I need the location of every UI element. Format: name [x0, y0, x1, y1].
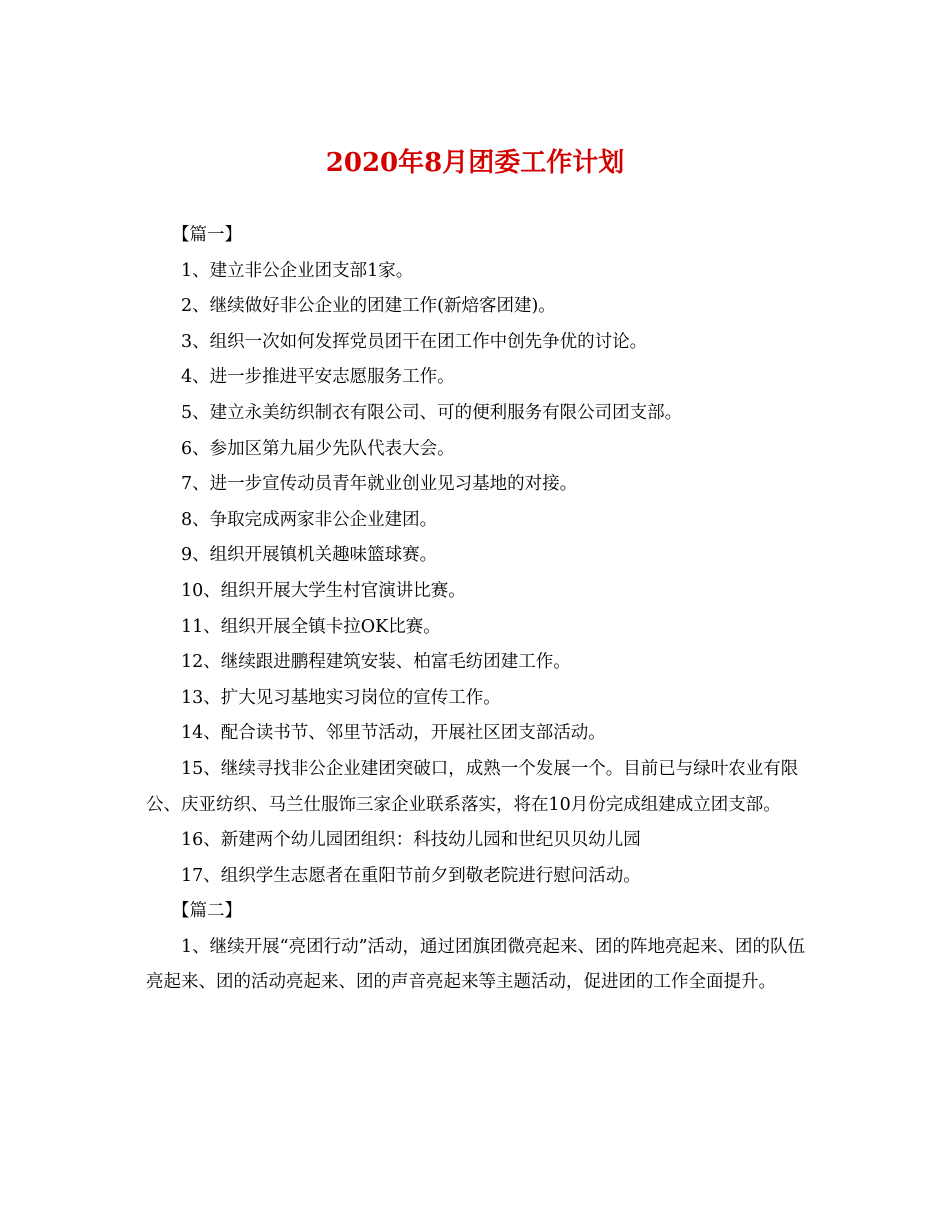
list-item: 1、继续开展“亮团行动”活动，通过团旗团微亮起来、团的阵地亮起来、团的队伍亮起来、团的活动亮起来、团的声音亮起来等主题活动，促进团的工作全面提升。	[146, 936, 806, 993]
list-item: 11、组织开展全镇卡拉OK比赛。	[181, 616, 441, 637]
list-item: 14、配合读书节、邻里节活动，开展社区团支部活动。	[181, 723, 606, 744]
list-item: 1、建立非公企业团支部1家。	[181, 260, 414, 281]
list-item: 10、组织开展大学生村官演讲比赛。	[181, 580, 466, 601]
list-item: 2、继续做好非公企业的团建工作(新焙客团建)。	[181, 296, 556, 317]
section-heading: 【篇一】	[172, 225, 242, 245]
list-item: 3、组织一次如何发挥党员团干在团工作中创先争优的讨论。	[181, 331, 648, 352]
list-item: 17、组织学生志愿者在重阳节前夕到敬老院进行慰问活动。	[181, 865, 641, 886]
list-item: 4、进一步推进平安志愿服务工作。	[181, 367, 455, 388]
document-title: 2020年8月团委工作计划	[325, 148, 625, 178]
list-item: 12、继续跟进鹏程建筑安装、柏富毛纺团建工作。	[181, 652, 571, 673]
list-item: 8、争取完成两家非公企业建团。	[181, 509, 438, 530]
document-body	[146, 218, 810, 1001]
list-item: 6、参加区第九届少先队代表大会。	[181, 438, 455, 459]
list-item: 16、新建两个幼儿园团组织：科技幼儿园和世纪贝贝幼儿园	[181, 830, 641, 851]
section-heading: 【篇二】	[172, 901, 242, 922]
list-item: 9、组织开展镇机关趣味篮球赛。	[181, 545, 438, 566]
list-item: 15、继续寻找非公企业建团突破口，成熟一个发展一个。目前已与绿叶农业有限公、庆亚纺织、马兰仕服饰三家企业联系落实，将在10月份完成组建成立团支部。	[146, 758, 799, 815]
list-item: 13、扩大见习基地实习岗位的宣传工作。	[181, 687, 501, 708]
list-item: 5、建立永美纺织制衣有限公司、可的便利服务有限公司团支部。	[181, 402, 683, 423]
list-item: 7、进一步宣传动员青年就业创业见习基地的对接。	[181, 474, 578, 495]
